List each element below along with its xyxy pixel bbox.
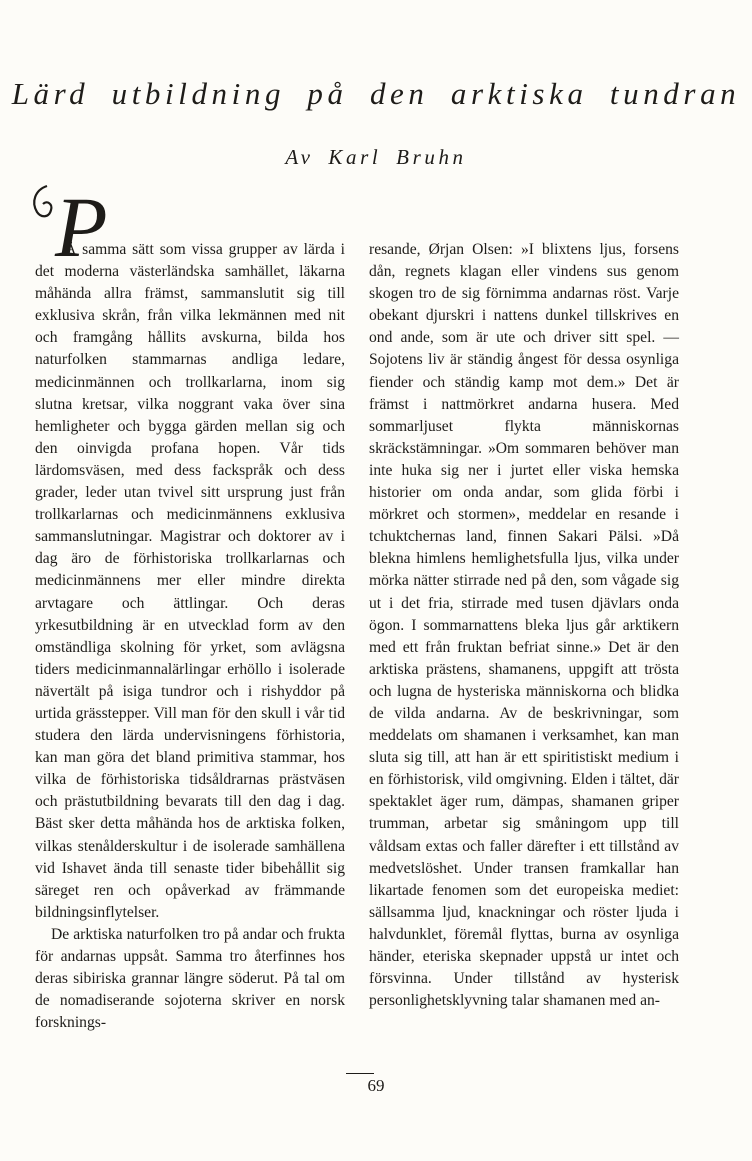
column-right (369, 239, 679, 1012)
paragraph: Å samma sätt som vissa grupper av lärda i det moderna västerländska samhället, läkarna måhända allra främst, sammanslutit sig till exklusiva skrån, från vilka lekmännen med nit och framgång hållits avskurna, bilda hos naturfolken stammarnas andliga ledare, medicinmännen och trollkarlarna, inom sig slutna kretsar, vilka noggrant vaka över sina hemligheter och bygga gärden mellan sig och den oinvigda profana hopen. Vår tids lärdomsväsen, med dess fackspråk och dess grader, leder utan tvivel sitt ursprung just från trollkarlarnas och medicinmännens exklusiva sammanslutningar. Magistrar och doktorer av i dag äro de förhistoriska trollkarlarnas och medicinmännens mer eller mindre direkta arvtagare och ättlingar. Och deras yrkesutbildning är en utvecklad form av den omständliga skolning för yrket, som avlägsna tiders medicinmannalärlingar erhöllo i isolerade nävertält på isiga tundror och i rishyddor på urtida grässtepper. Vill man för den skull i vår tid studera den lärda undervisningens förhistoria, kan man göra det bland primitiva stammar, hos vilka de förhistoriska tidsåldrarnas prästväsen och prästutbildning bevarats till den dag i dag. Bäst sker detta måhända hos de arktiska folken, vilkas stenålderskultur i de isolerade samhällena vid Ishavet ända till senaste tider bibehållit sig säreget ren och opåverkad av främmande bildningsinflytelser. (35, 241, 345, 921)
article-title: Lärd utbildning på den arktiska tundran (11, 76, 741, 111)
dropcap-letter: P (55, 179, 108, 275)
page-number-rule (346, 1073, 374, 1074)
paragraph: resande, Ørjan Olsen: »I blixtens ljus, forsens dån, regnets klagan eller vindens sus genom skogen tro de sig förnimma andarnas röst. Varje obekant djurskri i nattens dunkel tillskrives en ond ande, som är ute och driver sitt spel. — Sojotens liv är ständig ångest för dessa osynliga fiender och ständig kamp mot dem.» Det är främst i nattmörkret andarna husera. Med sommarljuset flykta människornas skräckstämningar. »Om sommaren behöver man inte huka sig ner i jurtet eller viska hemska historier om onda andar, som glida förbi i mörkret och stormen», meddelar en resande i tchuktchernas land, finnen Sakari Pälsi. »Då blekna himlens hemlighetsfulla ljus, vilka under mörka nätter stirrade ned på den, som vågade sig ut i det fria, stirrade med tusen djävlars onda ögon. I sommarnattens bleka ljus går arktikern med ett från fruktan befriat sinne.» Det är den arktiska prästens, shamanens, uppgift att trösta och lugna de hysteriska människorna och blidka de vilda andarna. Av de beskrivningar, som meddelats om shamanen i verksamhet, kan man sluta sig till, att han är ett spiritistiskt medium i en förhistorisk, vild omgivning. Elden i tältet, där spektaklet äger rum, dämpas, shamanen griper trumman, arbetar sig småningom upp till våldsam extas och faller därefter i ett tillstånd av medvetslöshet. Under transen framkallar han likartade fenomen som det europeiska mediet: sällsamma ljud, knackningar och röster ljuda i halvdunklet, föremål flyttas, burna av osynliga händer, eteriska skepnader uppstå ur intet och försvinna. Under tillstånd av hysterisk personlighetsklyvning talar shamanen med an- (369, 241, 679, 1010)
column-left (35, 239, 345, 1034)
page-number: 69 (367, 1076, 385, 1095)
paragraph: De arktiska naturfolken tro på andar och frukta för andarnas uppsåt. Samma tro återfinnes hos deras sibiriska grannar längre söderut. På tal om de nomadiserande sojoterna skriver en norsk forsknings- (35, 925, 345, 1032)
article-byline: Av Karl Bruhn (285, 145, 467, 169)
